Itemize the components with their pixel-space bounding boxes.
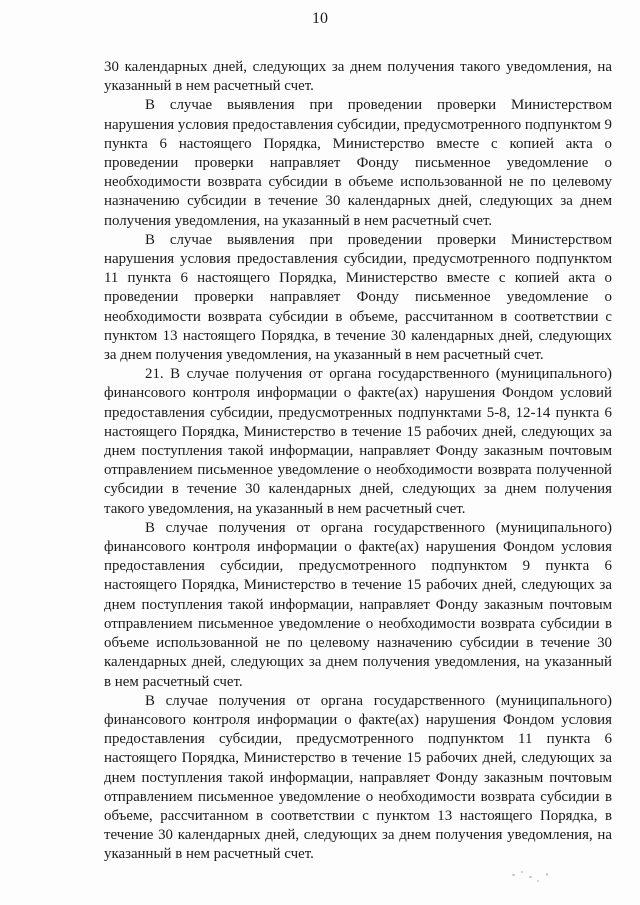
- paragraph-clause-21: 21. В случае получения от органа государственного (муниципального) финансового контроля информации о факте(ах) нарушения Фондом условий предоставления субсидии, предусмотренных подпунктами 5-8, 12-14 пункта 6 настоящего Порядка, Министерство в течение 15 рабочих дней, следующих за днем поступления такой информации, направляет Фонду заказным почтовым отправлением письменное уведомление о необходимости возврата полученной субсидии в течение 30 календарных дней, следующих за днем получения такого уведомления, на указанный в нем расчетный счет.: [104, 366, 612, 517]
- document-body: [104, 58, 612, 865]
- scan-artifact: [537, 880, 539, 882]
- paragraph: В случае получения от органа государственного (муниципального) финансового контроля информации о факте(ах) нарушения Фондом условия предоставления субсидии, предусмотренного подпунктом 9 пункта 6 настоящего Порядка, Министерство в течение 15 рабочих дней, следующих за днем поступления такой информации, направляет Фонду заказным почтовым отправлением письменное уведомление о необходимости возврата субсидии в объеме использованной не по целевому назначению субсидии в течение 30 календарных дней, следующих за днем получения уведомления, на указанный в нем расчетный счет.: [104, 519, 612, 690]
- scan-artifact: [546, 873, 548, 876]
- paragraph: В случае выявления при проведении проверки Министерством нарушения условия предоставления субсидии, предусмотренного подпунктом 9 пункта 6 настоящего Порядка, Министерство вместе с копией акта о проведении проверки направляет Фонду письменное уведомление о необходимости возврата субсидии в объеме использованной не по целевому назначению субсидии в течение 30 календарных дней, следующих за днем получения уведомления, на указанный в нем расчетный счет.: [104, 97, 612, 229]
- paragraph: В случае получения от органа государственного (муниципального) финансового контроля информации о факте(ах) нарушения Фондом условия предоставления субсидии, предусмотренного подпунктом 11 пункта 6 настоящего Порядка, Министерство в течение 15 рабочих дней, следующих за днем поступления такой информации, направляет Фонду заказным почтовым отправлением письменное уведомление о необходимости возврата субсидии в объеме, рассчитанном в соответствии с пунктом 13 настоящего Порядка, в течение 30 календарных дней, следующих за днем получения уведомления, на указанный в нем расчетный счет.: [104, 692, 612, 863]
- scan-artifact: [521, 871, 523, 873]
- paragraph-continuation: 30 календарных дней, следующих за днем получения такого уведомления, на указанный в нем расчетный счет.: [104, 59, 612, 95]
- page-number: 10: [312, 10, 328, 27]
- scan-artifact: [512, 874, 515, 876]
- scan-artifact: [529, 876, 532, 878]
- paragraph: В случае выявления при проведении проверки Министерством нарушения условия предоставления субсидии, предусмотренного подпунктом 11 пункта 6 настоящего Порядка, Министерство вместе с копией акта о проведении проверки направляет Фонду письменное уведомление о необходимости возврата субсидии в объеме, рассчитанном в соответствии с пунктом 13 настоящего Порядка, в течение 30 календарных дней, следующих за днем получения уведомления, на указанный в нем расчетный счет.: [104, 231, 612, 364]
